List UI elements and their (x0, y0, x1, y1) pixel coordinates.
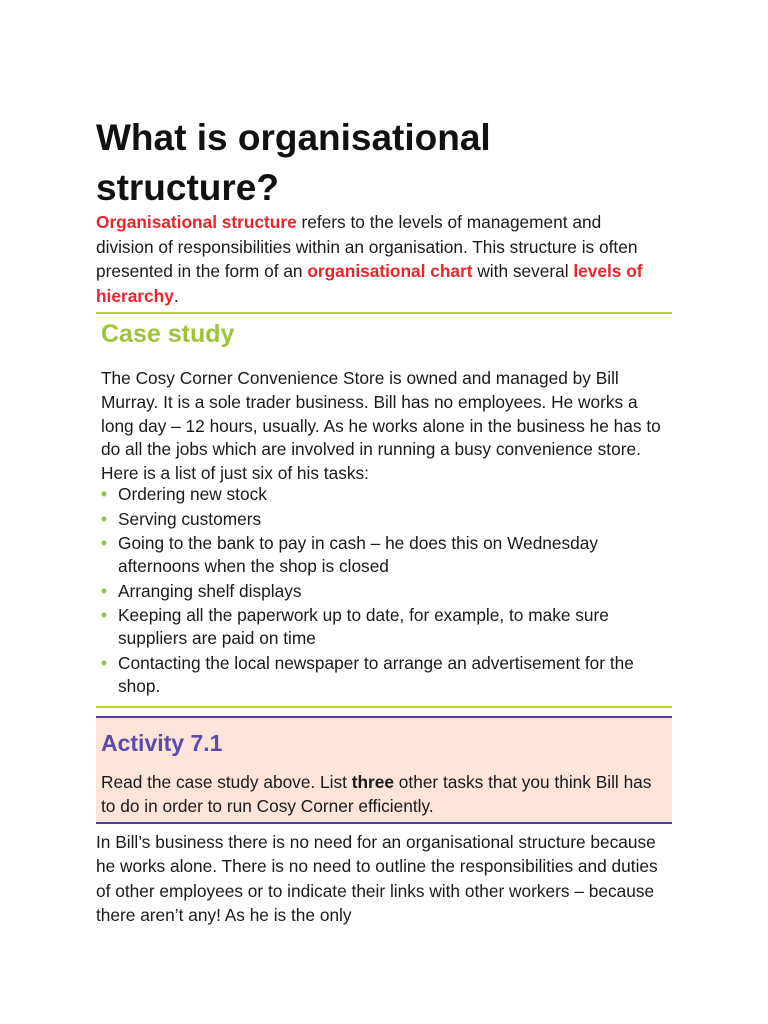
intro-text-1: refers to the levels of management and division of responsibilities within an organisation. This structure is often presented in the form of an (96, 212, 638, 281)
intro-paragraph (96, 210, 656, 308)
title-line-2: structure? (96, 167, 279, 208)
bullet-icon: • (101, 580, 108, 601)
task-list (101, 483, 661, 700)
list-item: • Ordering new stock (101, 484, 267, 504)
activity-heading: Activity 7.1 (101, 730, 223, 756)
bullet-icon: • (101, 508, 108, 529)
bullet-icon: • (101, 652, 108, 673)
intro-text-2: with several (472, 261, 574, 281)
bullet-icon: • (101, 484, 108, 504)
intro-text-3: . (173, 285, 179, 306)
bullet-icon: • (101, 533, 108, 554)
list-item: • Keeping all the paperwork up to date, for example, to make sure suppliers are paid on time (101, 605, 609, 649)
bullet-icon: • (101, 605, 108, 626)
case-study-paragraph: The Cosy Corner Convenience Store is owned and managed by Bill Murray. It is a sole trader business. Bill has no employees. He works a long day – 12 hours, usually. As he works alone in the business he has to do all the jobs which are involved in running a busy convenience store. Here is a list of just six of his tasks: (101, 368, 661, 484)
divider-top (96, 312, 672, 314)
activity-emphasis: three (351, 772, 394, 792)
list-item: • Arranging shelf displays (101, 580, 302, 601)
divider-activity-bottom (96, 822, 672, 824)
activity-text: Read the case study above. List three other tasks that you think Bill has to do in order to run Cosy Corner efficiently. (101, 772, 652, 816)
list-item: • Going to the bank to pay in cash – he does this on Wednesday afternoons when the shop is closed (101, 533, 599, 577)
page-title (96, 113, 656, 213)
term-organisational-chart: organisational chart (307, 261, 473, 281)
list-item: • Contacting the local newspaper to arrange an advertisement for the shop. (101, 652, 634, 696)
divider-case-end (96, 706, 672, 708)
case-study-heading: Case study (101, 320, 235, 348)
list-item: • Serving customers (101, 508, 262, 529)
closing-paragraph: In Bill’s business there is no need for an organisational structure because he works alone. There is no need to outline the responsibilities and duties of other employees or to indicate their links with other workers – because there aren’t any! As he is the only (96, 832, 658, 925)
title-line-1: What is organisational (96, 117, 491, 158)
term-organisational-structure: Organisational structure (96, 212, 297, 232)
term-levels-of-hierarchy: levels of hierarchy (96, 261, 643, 306)
